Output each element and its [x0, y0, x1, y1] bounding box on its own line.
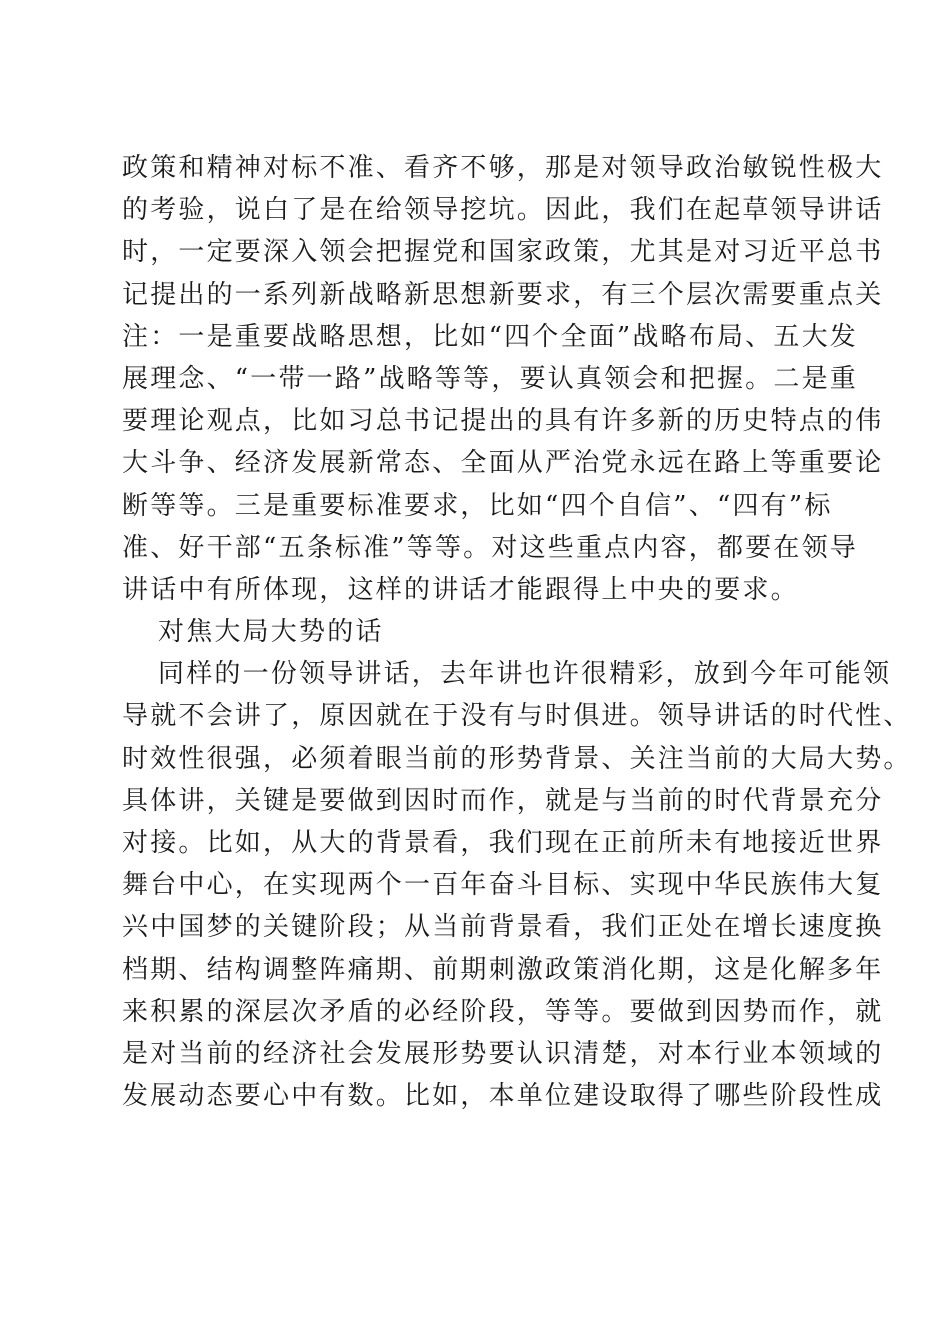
text-line: 政策和精神对标不准、看齐不够，那是对领导政治敏锐性极大	[122, 153, 884, 183]
text-line: 具体讲，关键是要做到因时而作，就是与当前的时代背景充分	[122, 785, 884, 816]
text-line: 来积累的深层次矛盾的必经阶段，等等。要做到因势而作，就	[122, 996, 884, 1027]
text-line: 同样的一份领导讲话，去年讲也许很精彩，放到今年可能领	[158, 659, 892, 690]
text-line: 是对当前的经济社会发展形势要认识清楚，对本行业本领域的	[122, 1038, 884, 1069]
text-line: 导就不会讲了，原因就在于没有与时俱进。领导讲话的时代性、	[122, 701, 912, 732]
text-line: 讲话中有所体现，这样的讲话才能跟得上中央的要求。	[122, 574, 799, 605]
text-line: 时，一定要深入领会把握党和国家政策，尤其是对习近平总书	[122, 237, 884, 268]
text-line: 准、好干部“五条标准”等等。对这些重点内容，都要在领导	[122, 532, 858, 563]
text-line: 注：一是重要战略思想，比如“四个全面”战略布局、五大发	[122, 321, 858, 352]
section-heading: 对焦大局大势的话	[158, 617, 384, 648]
text-line: 断等等。三是重要标准要求，比如“四个自信”、“四有”标	[122, 490, 833, 521]
text-line: 时效性很强，必须着眼当前的形势背景、关注当前的大局大势。	[122, 743, 912, 774]
text-line: 发展动态要心中有数。比如，本单位建设取得了哪些阶段性成	[122, 1081, 884, 1112]
text-line: 舞台中心，在实现两个一百年奋斗目标、实现中华民族伟大复	[122, 870, 884, 901]
text-line: 要理论观点，比如习总书记提出的具有许多新的历史特点的伟	[122, 406, 884, 437]
text-line: 的考验，说白了是在给领导挖坑。因此，我们在起草领导讲话	[122, 195, 884, 226]
text-line: 记提出的一系列新战略新思想新要求，有三个层次需要重点关	[122, 279, 884, 310]
body-text	[122, 147, 912, 1117]
text-line: 档期、结构调整阵痛期、前期刺激政策消化期，这是化解多年	[122, 954, 884, 985]
text-line: 兴中国梦的关键阶段；从当前背景看，我们正处在增长速度换	[122, 912, 884, 943]
text-line: 展理念、“一带一路”战略等等，要认真领会和把握。二是重	[122, 363, 858, 394]
text-line: 大斗争、经济发展新常态、全面从严治党永远在路上等重要论	[122, 448, 884, 479]
text-line: 对接。比如，从大的背景看，我们现在正前所未有地接近世界	[122, 828, 884, 858]
